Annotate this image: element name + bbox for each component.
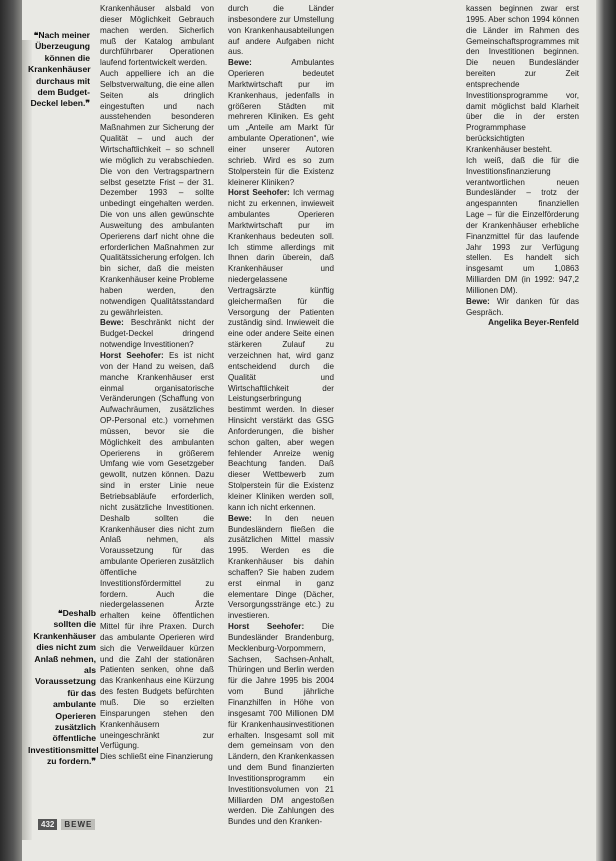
interview-answer — [100, 351, 214, 752]
interview-question — [100, 318, 214, 351]
paragraph: durch die Länder insbesondere zur Umstellung von Krankenhausabteilungen auf andere Aufgaben nicht aus. — [228, 4, 334, 57]
page-number: 432 — [38, 819, 57, 830]
quote-open-icon: ❝ — [33, 30, 39, 40]
paragraph: Auch appelliere ich an die Selbstverwaltung, die eine allen Seiten als dringlich eingestuften und nach ausstehenden besonderen Maßnahmen zur Sicherung der Qualität – und auch der Wirtschaftlichkeit – so schnell wie möglich zu verabschieden. Die von den Vertragspartnern selbst gesetzte Frist – der 31. Dezember 1993 – sollte unbedingt eingehalten werden. Die von uns allen gewünschte Ausweitung des ambulanten Operierens darf nicht ohne die erforderlichen Maßnahmen zur Qualitätssicherung erfolgen. Ich bin sicher, daß die meisten Krankenhäuser keine Probleme haben werden, den notwendigen Qualitätsstandard zu gewährleisten. — [100, 69, 214, 317]
quote-close-icon: ❞ — [91, 756, 96, 767]
interview-answer — [228, 188, 334, 513]
speaker-label: Horst Seehofer: — [100, 351, 164, 360]
speaker-label: Bewe: — [466, 296, 490, 306]
pullquote-2-text: Deshalb sollten die Krankenhäuser dies nicht zum Anlaß nehmen, als Voraussetzung für das ambulante Operieren zusätzlich öffentliche Investitionsmittel zu fordern. — [28, 608, 99, 767]
interview-question — [466, 297, 579, 319]
answer-text: Ich vermag nicht zu erkennen, inwieweit ambulantes Operieren Marktwirtschaft pur im Krankenhaus bedeuten soll. Ich stimme allerdings mit Ihnen darin überein, daß Krankenhäuser und niedergelassene Vertragsärzte künftig gleichermaßen für die Versorgung der Patienten zuständig sind. Inwieweit die eine oder andere Seite einen stärkeren Zulauf zu verzeichnen hat, wird ganz entscheidend durch die Qualität und Wirtschaftlichkeit der Leistungserbringung bestimmt werden. In dieser Hinsicht verstärkt das GSG Anforderungen, die bisher schon galten, aber wegen fehlender Anreize wenig Beachtung fanden. Daß dieser Wettbewerb zum Stolperstein für die Existenz kleiner Kliniken werden soll, kann ich nicht erkennen. — [228, 188, 334, 512]
question-text: Ambulantes Operieren bedeutet Marktwirtschaft pur im Krankenhaus, jedenfalls in größeren Städten mit mehreren Kliniken. Es geht um „Anteile am Markt für ambulante Operationen“, wie einer unserer Autoren schrieb. Wird es so zum Stolperstein für die Existenz kleinerer Kliniken? — [228, 58, 334, 187]
author-signature: Angelika Beyer-Renfeld — [488, 318, 579, 328]
question-text: Wir danken für das Gespräch. — [466, 296, 579, 317]
question-text: Beschränkt nicht der Budget-Deckel dringend notwendige Investitionen? — [100, 318, 215, 350]
speaker-label: Bewe: — [100, 318, 124, 328]
page-footer — [38, 817, 95, 831]
paragraph: Ich weiß, daß die für die Investitionsfinanzierung verantwortlichen neuen Bundesländer – trotz der angespannten finanziellen Lage – für die Einzelförderung der Krankenhäuser erhebliche Finanzmittel für das laufende Jahr 1993 zur Verfügung stellen. Es handelt sich insgesamt um 1,0863 Milliarden DM (in 1992: 947,2 Millionen DM). — [466, 155, 579, 295]
pullquote-2 — [28, 608, 99, 768]
pullquote-1-text: Nach meiner Überzeugung können die Krankenhäuser durchaus mit dem Budget-Deckel leben. — [28, 30, 91, 109]
speaker-label: Horst Seehofer: — [228, 188, 290, 198]
pullquote-1 — [28, 30, 90, 110]
text-column-2 — [228, 4, 334, 828]
speaker-label: Bewe: — [228, 58, 252, 68]
text-column-1 — [100, 4, 214, 763]
magazine-logo: BEWE — [61, 819, 95, 830]
scan-right-edge — [596, 0, 616, 861]
question-text: In den neuen Bundesländern fließen die zusätzlichen Mittel massiv 1995. Werden es die Krankenhäuser bis dahin schaffen? Sie haben zudem erst einmal in ganz elementare Dinge (Dächer, Versorgungsstränge etc.) zu investieren. — [228, 513, 335, 621]
speaker-label: Bewe: — [228, 513, 252, 523]
interview-answer — [228, 622, 334, 828]
answer-text: Es ist nicht von der Hand zu weisen, daß manche Krankenhäuser erst einmal organisatorische Veränderungen (Schaffung von Aufwachräumen, zusätzliches OP-Personal etc.) vornehmen müssen, bevor sie die Möglichkeit des ambulanten Operierens in größerem Umfang wie vom Gesetzgeber gewollt, nutzen können. Dazu sind in erster Linie neue Betriebsabläufe erforderlich, nicht zusätzliche Investitionen. Deshalb sollten die Krankenhäuser dies nicht zum Anlaß nehmen, als Voraussetzung für das ambulante Operieren zusätzlich öffentliche Investitionsfördermittel zu fordern. Auch die niedergelassenen Ärzte erhalten keine öffentlichen Mittel für ihre Praxen. Durch das ambulante Operieren wird sich die Verweildauer kürzen und die Zahl der stationären Patienten senken, ohne daß das Krankenhaus eine Kürzung des festen Budgets befürchten muß. Die so erzielten Einsparungen stehen den Krankenhäusern uneingeschränkt zur Verfügung. — [100, 351, 215, 751]
quote-open-icon: ❝ — [57, 608, 63, 618]
answer-text: Die Bundesländer Brandenburg, Mecklenburg-Vorpommern, Sachsen, Sachsen-Anhalt, Thüringen und Berlin werden für die Jahre 1995 bis 2004 vom Bund jährliche Finanzhilfen in Höhe von insgesamt 700 Millionen DM für Krankenhausinvestitionen erhalten. Insgesamt soll mit dem gemeinsam von den Ländern, den Krankenkassen und dem Bund finanzierten Investitionsprogramm ein Investitionsvolumen von 21 Milliarden DM angestoßen werden. Die Zahlungen des Bundes und den Kranken- — [228, 622, 334, 827]
scan-left-edge — [0, 0, 22, 861]
speaker-label: Horst Seehofer: — [228, 622, 305, 632]
text-column-3 — [466, 4, 579, 329]
interview-question — [228, 58, 334, 188]
paragraph: Krankenhäuser alsbald von dieser Möglichkeit Gebrauch machen werden. Sicherlich muß der Katalog ambulant durchführbarer Operationen laufend fortentwickelt werden. — [100, 4, 214, 68]
interview-question — [228, 514, 334, 622]
paragraph: kassen beginnen zwar erst 1995. Aber schon 1994 können die Länder im Rahmen des Gemeinschaftsprogrammes mit den Investitionen beginnen. Die neuen Bundesländer bereiten zur Zeit entsprechende Investitionsprogramme vor, damit möglichst bald Klarheit über die in der ersten Programmphase berücksichtigten Krankenhäuser besteht. — [466, 4, 579, 154]
paragraph: Dies schließt eine Finanzierung — [100, 752, 213, 762]
quote-close-icon: ❞ — [85, 98, 90, 109]
